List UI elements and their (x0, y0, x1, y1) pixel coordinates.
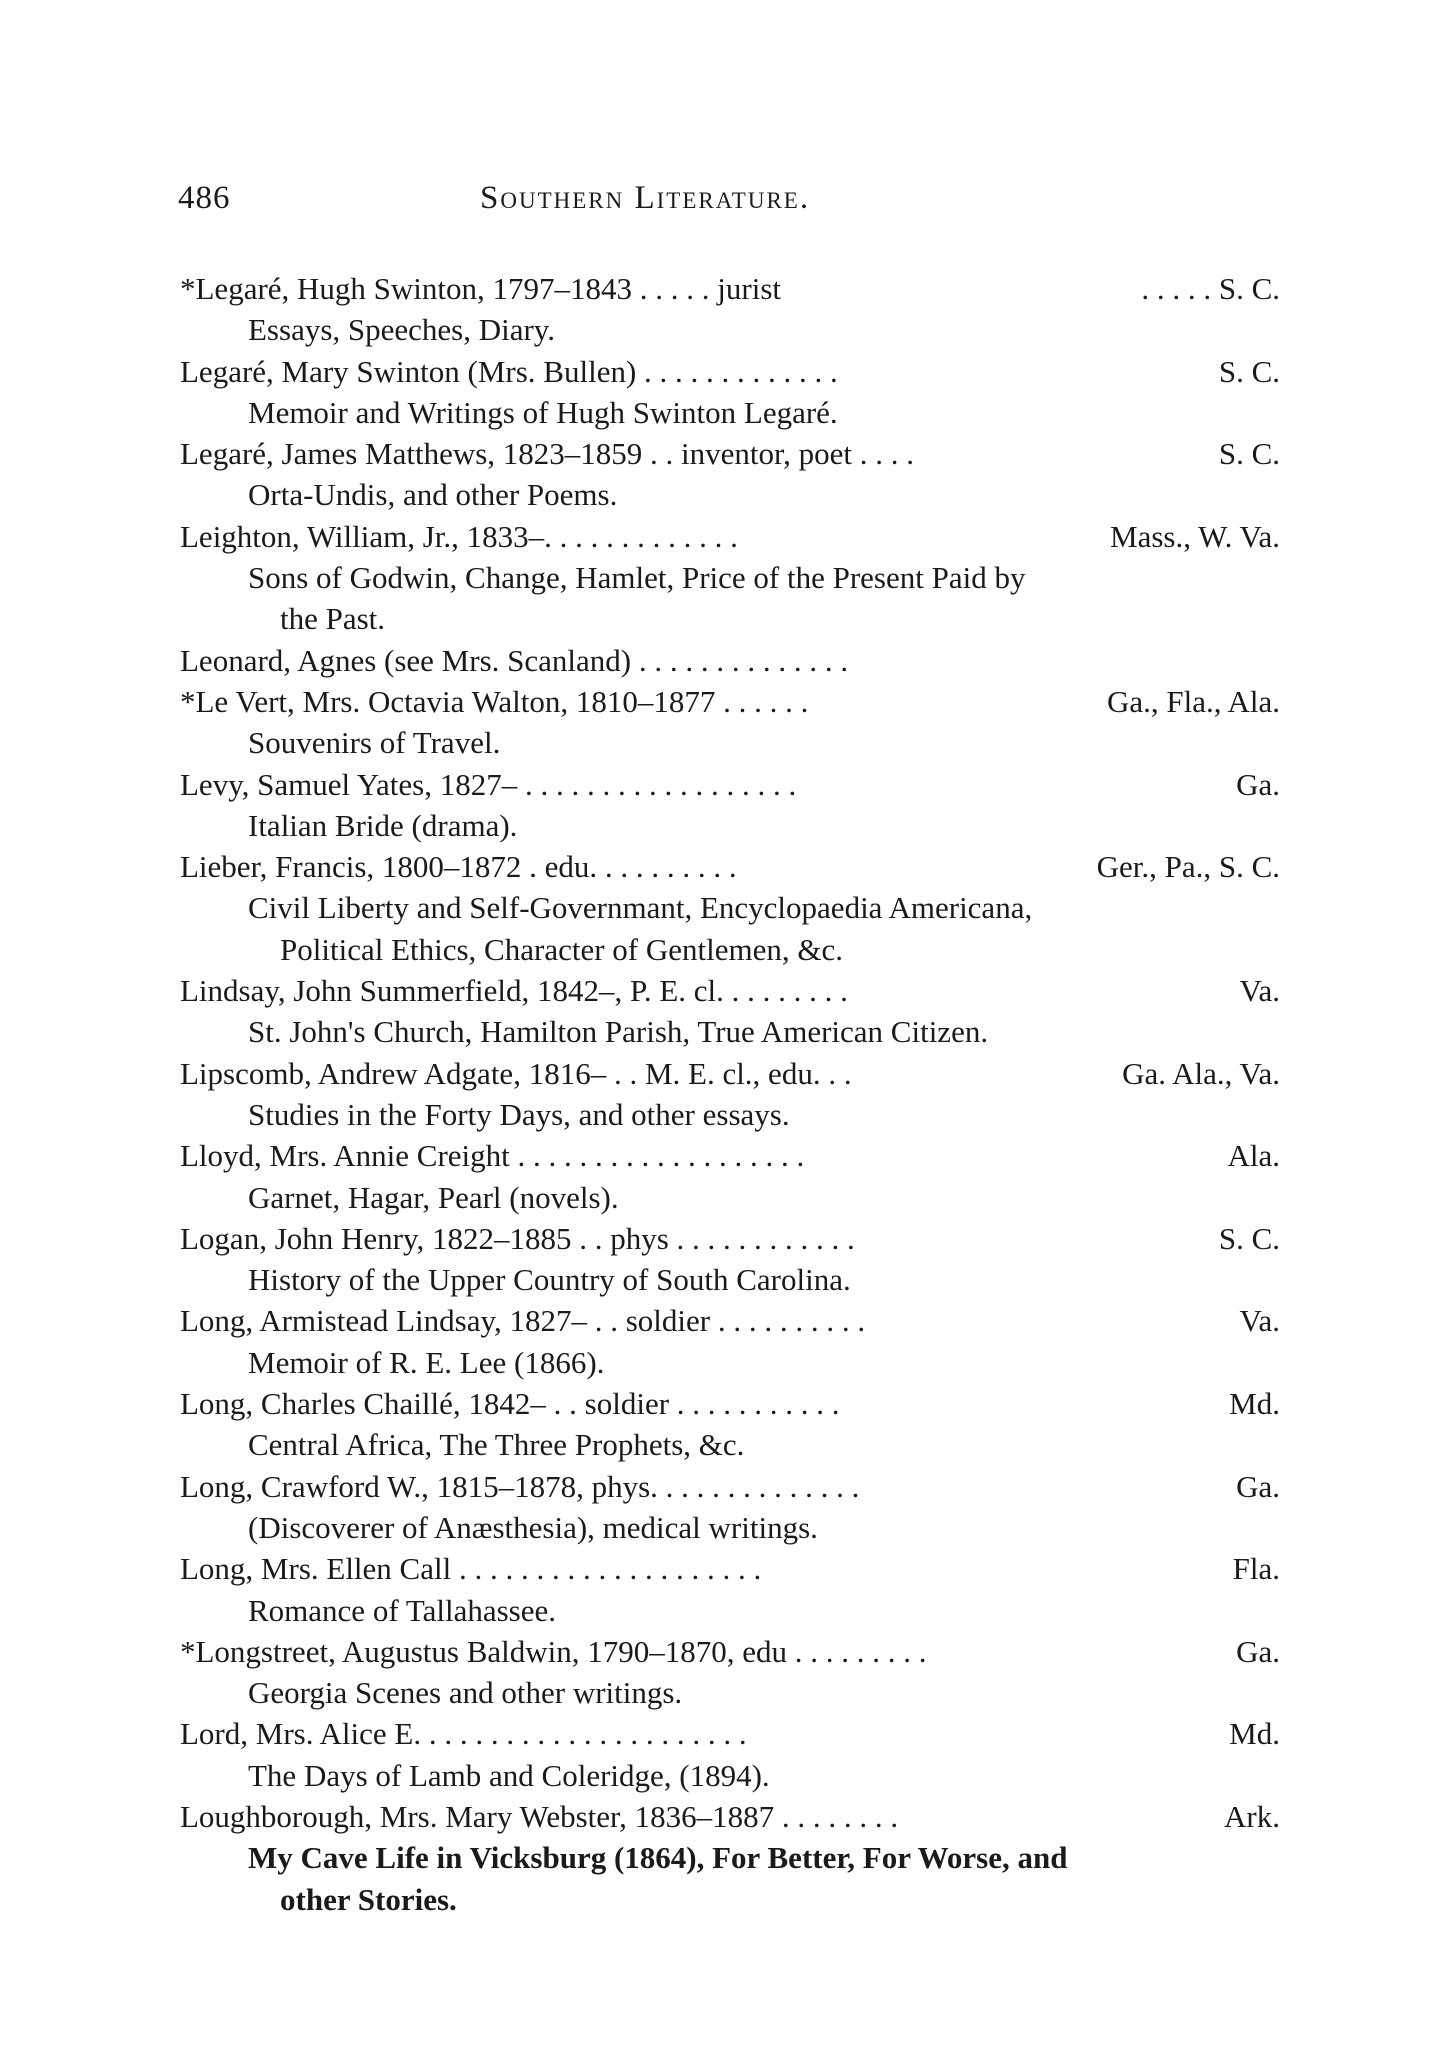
author-entry: Long, Charles Chaillé, 1842– . . soldier . . . . . . . . . . . (180, 1386, 840, 1422)
author-entry: Legaré, Mary Swinton (Mrs. Bullen) . . . . . . . . . . . . . (180, 353, 838, 389)
entry-line (180, 681, 1280, 722)
author-works: Memoir and Writings of Hugh Swinton Legaré. (248, 394, 838, 430)
author-place: Ga. Ala., Va. (1122, 1055, 1280, 1091)
author-place: Ga. (1236, 766, 1280, 802)
author-place: Va. (1239, 1303, 1280, 1339)
author-place: Md. (1229, 1386, 1280, 1422)
works-line (180, 1259, 1280, 1300)
author-works: Central Africa, The Three Prophets, &c. (248, 1427, 745, 1463)
works-line (180, 392, 1280, 433)
author-place: Ark. (1224, 1798, 1280, 1834)
works-line (180, 1507, 1280, 1548)
author-place: Ga. (1236, 1633, 1280, 1669)
author-entry: Long, Mrs. Ellen Call . . . . . . . . . . . . . . . . . . . . (180, 1551, 762, 1587)
entry-line (180, 1383, 1280, 1424)
page-number: 486 (178, 180, 231, 216)
author-place: Ga., Fla., Ala. (1106, 683, 1280, 719)
running-title: Southern Literature. (480, 180, 811, 216)
author-place: Fla. (1232, 1551, 1280, 1587)
author-entry: Lindsay, John Summerfield, 1842–, P. E. cl. . . . . . . . . (180, 973, 848, 1009)
author-works: Civil Liberty and Self-Governmant, Encyclopaedia Americana, (248, 890, 1033, 926)
author-works: other Stories. (280, 1881, 457, 1917)
entry-line (180, 640, 1280, 681)
author-entry: *Le Vert, Mrs. Octavia Walton, 1810–1877 . . . . . . (180, 683, 809, 719)
page-header (178, 180, 1278, 230)
works-line (180, 1590, 1280, 1631)
entry-line (180, 1053, 1280, 1094)
author-place: Ala. (1227, 1138, 1280, 1174)
author-place: S. C. (1218, 1220, 1280, 1256)
author-place: Md. (1229, 1716, 1280, 1752)
author-works: The Days of Lamb and Coleridge, (1894). (248, 1757, 770, 1793)
author-works: Studies in the Forty Days, and other essays. (248, 1096, 790, 1132)
author-works: Orta-Undis, and other Poems. (248, 477, 618, 513)
author-entry: Levy, Samuel Yates, 1827– . . . . . . . . . . . . . . . . . . (180, 766, 797, 802)
author-place: Ger., Pa., S. C. (1096, 849, 1280, 885)
entry-line (180, 1796, 1280, 1837)
author-place: . . . . . S. C. (1141, 271, 1280, 306)
author-works: My Cave Life in Vicksburg (1864), For Better, For Worse, and (248, 1840, 1068, 1876)
author-works: Sons of Godwin, Change, Hamlet, Price of the Present Paid by (248, 560, 1026, 596)
author-works: Romance of Tallahassee. (248, 1592, 557, 1628)
works-line (180, 474, 1280, 515)
works-line (180, 598, 1280, 639)
author-place: Ga. (1236, 1468, 1280, 1504)
author-entry: Long, Crawford W., 1815–1878, phys. . . . . . . . . . . . . . (180, 1468, 860, 1504)
author-entry: Lloyd, Mrs. Annie Creight . . . . . . . . . . . . . . . . . . . (180, 1138, 805, 1174)
author-entry: Logan, John Henry, 1822–1885 . . phys . . . . . . . . . . . . (180, 1220, 855, 1256)
entry-line (180, 1713, 1280, 1754)
works-line (180, 1837, 1280, 1878)
author-works: Political Ethics, Character of Gentlemen, &c. (280, 931, 843, 967)
entry-line (180, 1466, 1280, 1507)
works-line (180, 929, 1280, 970)
works-line (180, 1672, 1280, 1713)
author-entry: Loughborough, Mrs. Mary Webster, 1836–1887 . . . . . . . . (180, 1798, 899, 1834)
entry-line (180, 1218, 1280, 1259)
author-entry: Lipscomb, Andrew Adgate, 1816– . . M. E. cl., edu. . . (180, 1055, 852, 1091)
author-entry: *Legaré, Hugh Swinton, 1797–1843 . . . . . jurist (180, 271, 782, 306)
works-line (180, 722, 1280, 763)
author-entry: Lieber, Francis, 1800–1872 . edu. . . . . . . . . . (180, 849, 737, 885)
works-line (180, 1177, 1280, 1218)
author-works: Georgia Scenes and other writings. (248, 1675, 683, 1711)
author-works: Memoir of R. E. Lee (1866). (248, 1344, 605, 1380)
author-works: Italian Bride (drama). (248, 807, 518, 843)
author-place: S. C. (1218, 436, 1280, 472)
author-entry: Long, Armistead Lindsay, 1827– . . soldier . . . . . . . . . . (180, 1303, 866, 1339)
author-entry: Leonard, Agnes (see Mrs. Scanland) . . . . . . . . . . . . . . (180, 642, 849, 678)
author-works: (Discoverer of Anæsthesia), medical writings. (248, 1509, 818, 1545)
entry-list (180, 268, 1280, 1920)
author-entry: *Longstreet, Augustus Baldwin, 1790–1870, edu . . . . . . . . . (180, 1633, 927, 1669)
author-works: History of the Upper Country of South Carolina. (248, 1262, 851, 1298)
entry-line (180, 516, 1280, 557)
entry-line (180, 433, 1280, 474)
entry-line (180, 1300, 1280, 1341)
entry-line (180, 1631, 1280, 1672)
works-line (180, 887, 1280, 928)
author-works: St. John's Church, Hamilton Parish, True American Citizen. (248, 1014, 989, 1050)
works-line (180, 1342, 1280, 1383)
entry-line (180, 268, 1280, 309)
works-line (180, 1755, 1280, 1796)
author-entry: Leighton, William, Jr., 1833–. . . . . . . . . . . . . (180, 518, 738, 554)
works-line (180, 557, 1280, 598)
author-place: S. C. (1218, 353, 1280, 389)
author-place: Mass., W. Va. (1110, 518, 1280, 554)
works-line (180, 1094, 1280, 1135)
author-entry: Legaré, James Matthews, 1823–1859 . . inventor, poet . . . . (180, 436, 914, 472)
author-place: Va. (1239, 973, 1280, 1009)
works-line (180, 1424, 1280, 1465)
entry-line (180, 1548, 1280, 1589)
entry-line (180, 1135, 1280, 1176)
entry-line (180, 846, 1280, 887)
author-works: Souvenirs of Travel. (248, 725, 501, 761)
author-entry: Lord, Mrs. Alice E. . . . . . . . . . . . . . . . . . . . . . (180, 1716, 747, 1752)
entry-line (180, 764, 1280, 805)
entry-line (180, 351, 1280, 392)
author-works: the Past. (280, 601, 386, 637)
works-line (180, 309, 1280, 350)
works-line (180, 805, 1280, 846)
works-line (180, 1879, 1280, 1920)
author-works: Essays, Speeches, Diary. (248, 312, 556, 348)
author-works: Garnet, Hagar, Pearl (novels). (248, 1179, 619, 1215)
works-line (180, 1011, 1280, 1052)
entry-line (180, 970, 1280, 1011)
